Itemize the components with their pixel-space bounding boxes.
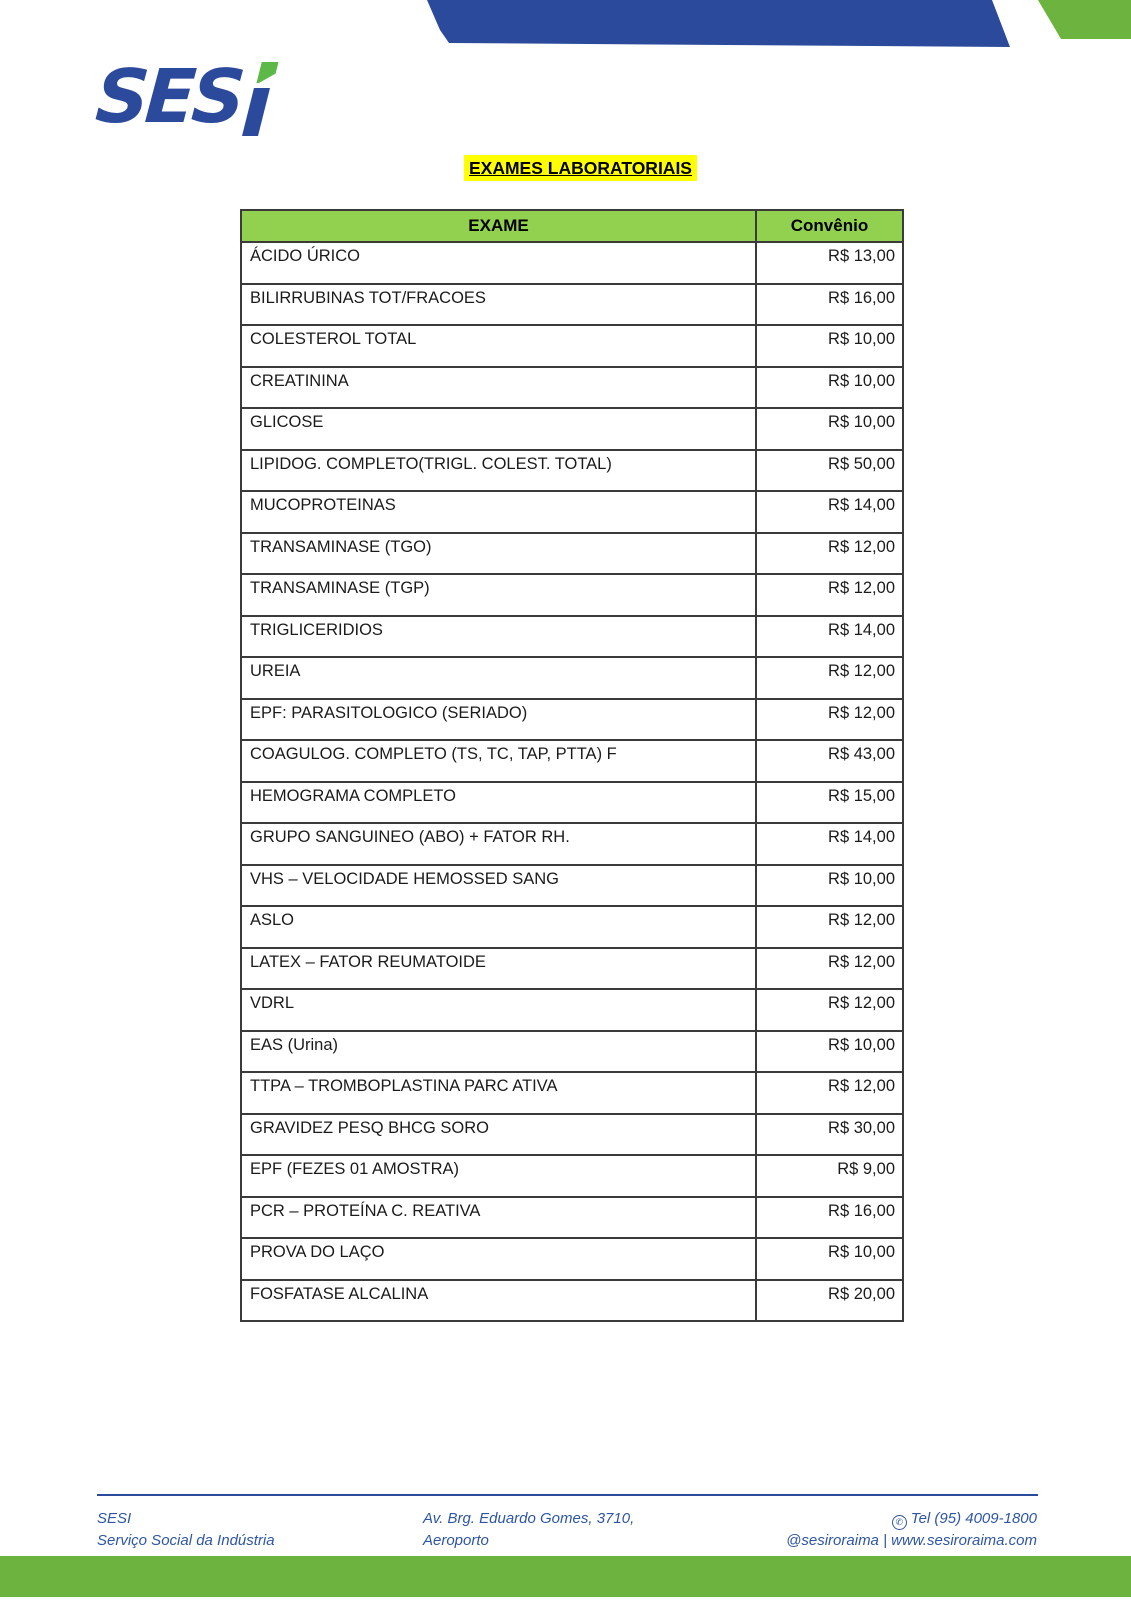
exam-price-cell: R$ 12,00	[756, 906, 903, 948]
exam-price-cell: R$ 10,00	[756, 325, 903, 367]
header-blue-ribbon	[0, 0, 1131, 50]
table-header-row	[241, 210, 903, 242]
table-row	[241, 1280, 903, 1322]
table-row	[241, 1197, 903, 1239]
table-row	[241, 450, 903, 492]
table-row	[241, 408, 903, 450]
table-row	[241, 1155, 903, 1197]
exam-price-cell: R$ 15,00	[756, 782, 903, 824]
column-header-convenio: Convênio	[756, 210, 903, 242]
footer-phone: Tel (95) 4009-1800	[910, 1510, 1037, 1527]
page-title: EXAMES LABORATORIAIS	[464, 155, 697, 181]
exam-price-cell: R$ 13,00	[756, 242, 903, 284]
exam-price-cell: R$ 50,00	[756, 450, 903, 492]
table-row	[241, 865, 903, 907]
exam-name-cell: VDRL	[241, 989, 756, 1031]
exam-name-cell: EPF (FEZES 01 AMOSTRA)	[241, 1155, 756, 1197]
table-row	[241, 699, 903, 741]
exam-price-cell: R$ 12,00	[756, 989, 903, 1031]
exam-name-cell: LATEX – FATOR REUMATOIDE	[241, 948, 756, 990]
column-header-exame: EXAME	[241, 210, 756, 242]
footer-divider-line	[97, 1494, 1038, 1496]
table-row	[241, 1238, 903, 1280]
exam-name-cell: CREATININA	[241, 367, 756, 409]
exam-price-cell: R$ 16,00	[756, 284, 903, 326]
table-row	[241, 782, 903, 824]
logo-letter-i-bar	[242, 88, 270, 136]
exam-price-cell: R$ 12,00	[756, 657, 903, 699]
table-row	[241, 284, 903, 326]
exam-price-cell: R$ 10,00	[756, 1031, 903, 1073]
exam-name-cell: PROVA DO LAÇO	[241, 1238, 756, 1280]
footer-org-name: SESI	[97, 1510, 132, 1527]
footer-address-line1: Av. Brg. Eduardo Gomes, 3710,	[423, 1510, 635, 1527]
exam-name-cell: GRAVIDEZ PESQ BHCG SORO	[241, 1114, 756, 1156]
footer-org-block	[97, 1508, 275, 1552]
footer-contact-block	[786, 1508, 1037, 1552]
sesi-logo	[93, 54, 281, 142]
exam-name-cell: TRANSAMINASE (TGO)	[241, 533, 756, 575]
exam-price-cell: R$ 16,00	[756, 1197, 903, 1239]
footer-social-line: @sesiroraima | www.sesiroraima.com	[786, 1532, 1037, 1550]
table-row	[241, 574, 903, 616]
exam-name-cell: LIPIDOG. COMPLETO(TRIGL. COLEST. TOTAL)	[241, 450, 756, 492]
exam-name-cell: TRIGLICERIDIOS	[241, 616, 756, 658]
exam-name-cell: ÁCIDO ÚRICO	[241, 242, 756, 284]
exam-name-cell: VHS – VELOCIDADE HEMOSSED SANG	[241, 865, 756, 907]
exam-price-cell: R$ 12,00	[756, 1072, 903, 1114]
exam-price-cell: R$ 14,00	[756, 491, 903, 533]
phone-icon: ✆	[892, 1515, 907, 1530]
exam-price-cell: R$ 10,00	[756, 865, 903, 907]
exam-price-cell: R$ 43,00	[756, 740, 903, 782]
page-title-wrap	[0, 155, 1131, 181]
table-row	[241, 989, 903, 1031]
exam-name-cell: COAGULOG. COMPLETO (TS, TC, TAP, PTTA) F	[241, 740, 756, 782]
exam-name-cell: ASLO	[241, 906, 756, 948]
exam-price-cell: R$ 12,00	[756, 948, 903, 990]
exam-price-cell: R$ 12,00	[756, 574, 903, 616]
exam-price-cell: R$ 14,00	[756, 616, 903, 658]
table-row	[241, 657, 903, 699]
table-row	[241, 325, 903, 367]
exam-name-cell: TTPA – TROMBOPLASTINA PARC ATIVA	[241, 1072, 756, 1114]
footer-phone-line	[786, 1508, 1037, 1530]
footer-address-line2: Aeroporto	[423, 1531, 489, 1549]
exam-price-cell: R$ 14,00	[756, 823, 903, 865]
exam-name-cell: UREIA	[241, 657, 756, 699]
exam-name-cell: TRANSAMINASE (TGP)	[241, 574, 756, 616]
exam-name-cell: BILIRRUBINAS TOT/FRACOES	[241, 284, 756, 326]
exam-price-cell: R$ 9,00	[756, 1155, 903, 1197]
table-row	[241, 740, 903, 782]
exam-name-cell: HEMOGRAMA COMPLETO	[241, 782, 756, 824]
exam-name-cell: EAS (Urina)	[241, 1031, 756, 1073]
table-row	[241, 491, 903, 533]
table-row	[241, 823, 903, 865]
table-row	[241, 1114, 903, 1156]
exam-name-cell: COLESTEROL TOTAL	[241, 325, 756, 367]
exam-name-cell: GLICOSE	[241, 408, 756, 450]
exam-name-cell: FOSFATASE ALCALINA	[241, 1280, 756, 1322]
logo-wordmark: SES	[93, 54, 245, 140]
footer-org-full: Serviço Social da Indústria	[97, 1531, 275, 1549]
table-row	[241, 242, 903, 284]
exam-price-cell: R$ 30,00	[756, 1114, 903, 1156]
exam-name-cell: EPF: PARASITOLOGICO (SERIADO)	[241, 699, 756, 741]
exam-price-cell: R$ 10,00	[756, 1238, 903, 1280]
footer-green-bar	[0, 1556, 1131, 1597]
table-row	[241, 906, 903, 948]
exam-name-cell: PCR – PROTEÍNA C. REATIVA	[241, 1197, 756, 1239]
table-row	[241, 1031, 903, 1073]
table-row	[241, 367, 903, 409]
exam-name-cell: MUCOPROTEINAS	[241, 491, 756, 533]
exam-price-cell: R$ 20,00	[756, 1280, 903, 1322]
exam-price-cell: R$ 12,00	[756, 699, 903, 741]
exam-name-cell: GRUPO SANGUINEO (ABO) + FATOR RH.	[241, 823, 756, 865]
exam-price-cell: R$ 10,00	[756, 367, 903, 409]
table-row	[241, 948, 903, 990]
footer-address-block	[423, 1508, 634, 1552]
logo-letter-i	[245, 62, 281, 142]
table-row	[241, 616, 903, 658]
logo-green-accent-icon	[257, 62, 279, 83]
exam-price-cell: R$ 10,00	[756, 408, 903, 450]
table-body	[241, 242, 903, 1321]
table-row	[241, 1072, 903, 1114]
exam-price-cell: R$ 12,00	[756, 533, 903, 575]
exams-price-table	[240, 209, 904, 1322]
table-row	[241, 533, 903, 575]
